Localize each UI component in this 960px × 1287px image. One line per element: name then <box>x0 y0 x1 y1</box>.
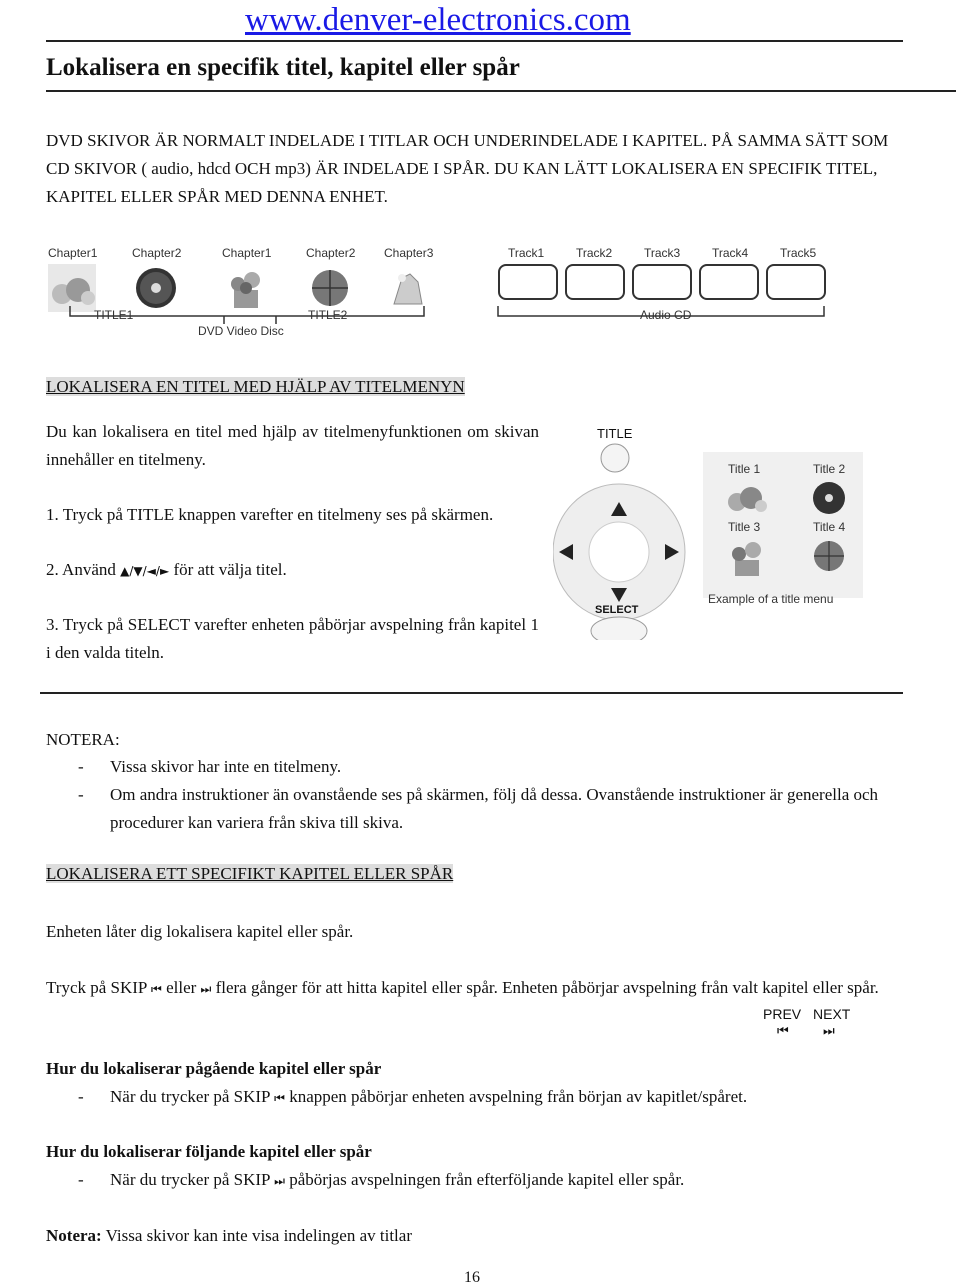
menu-item-label: Title 1 <box>728 462 761 476</box>
track-box <box>565 264 625 300</box>
next-label: NEXT <box>813 1006 851 1022</box>
title-button-label: TITLE <box>597 426 633 441</box>
bears-thumbnail <box>725 480 769 516</box>
step-2: 2. Använd ▲/▼/◄/► för att välja titel. <box>46 560 287 579</box>
track-label: Track3 <box>644 246 681 260</box>
track-label: Track2 <box>576 246 613 260</box>
skip-previous-icon: ⏮ <box>151 982 162 996</box>
sub2-bullet: - <box>78 1170 84 1189</box>
title-rule <box>46 90 956 92</box>
menu-item-label: Title 4 <box>813 520 846 534</box>
next-icon: ⏭ <box>823 1024 835 1039</box>
basketball-thumbnail <box>811 538 847 574</box>
note-bullet: - <box>78 785 84 804</box>
note-item: Vissa skivor har inte en titelmeny. <box>110 757 342 776</box>
website-link[interactable]: www.denver-electronics.com <box>245 2 631 38</box>
sub2-item: När du trycker på SKIP ⏭ påbörjas avspelningen från efterföljande kapitel eller spår. <box>110 1170 685 1189</box>
remote-title-menu-diagram <box>553 420 873 640</box>
title-menu-screen <box>703 452 863 598</box>
track-box <box>766 264 826 300</box>
prev-label: PREV <box>763 1006 802 1022</box>
notera-line: Notera: Vissa skivor kan inte visa indelingen av titlar <box>46 1226 412 1245</box>
sub2-heading: Hur du lokaliserar följande kapitel eller spår <box>46 1142 372 1161</box>
section1-paragraph: Du kan lokalisera en titel med hjälp av titelmenyfunktionen om skivan innehåller en titelmeny. <box>46 422 539 469</box>
cd-label: Audio CD <box>640 308 692 322</box>
sub1-heading: Hur du lokaliserar pågående kapitel eller spår <box>46 1059 382 1078</box>
track-box <box>498 264 558 300</box>
track-label: Track5 <box>780 246 817 260</box>
section2-heading: LOKALISERA ETT SPECIFIKT KAPITEL ELLER SPÅR <box>46 864 454 883</box>
page-title: Lokalisera en specifik titel, kapitel eller spår <box>46 54 520 81</box>
sub1-item: När du trycker på SKIP ⏮ knappen påbörjar enheten avspelning från början av kapitlet/spåret. <box>110 1087 748 1106</box>
arrow-keys-icon: ▲/▼/◄/► <box>120 564 170 578</box>
select-button-label: SELECT <box>595 604 639 616</box>
chapter-label: Chapter3 <box>384 246 434 260</box>
track-label: Track1 <box>508 246 545 260</box>
header-rule <box>46 40 903 42</box>
prev-icon: ⏮ <box>777 1024 789 1039</box>
section1-heading: LOKALISERA EN TITEL MED HJÄLP AV TITELMENYN <box>46 377 465 396</box>
track-label: Track4 <box>712 246 749 260</box>
step-3: 3. Tryck på SELECT varefter enheten påbörjar avspelning från kapitel 1 i den valda titeln. <box>46 615 539 662</box>
section2-para1: Enheten låter dig lokalisera kapitel eller spår. <box>46 922 354 941</box>
track-box <box>699 264 759 300</box>
skip-next-icon: ⏭ <box>274 1174 285 1188</box>
menu-item-label: Title 3 <box>728 520 761 534</box>
note-heading: NOTERA: <box>46 730 120 749</box>
dvd-label: DVD Video Disc <box>198 324 284 338</box>
menu-item-label: Title 2 <box>813 462 846 476</box>
track-box <box>632 264 692 300</box>
skip-previous-icon: ⏮ <box>274 1091 285 1105</box>
page-number: 16 <box>464 1269 480 1286</box>
chapter-label: Chapter1 <box>48 246 98 260</box>
section-divider <box>40 692 903 694</box>
title-menu-caption: Example of a title menu <box>708 592 834 606</box>
skip-next-icon: ⏭ <box>200 982 212 996</box>
intro-paragraph: DVD SKIVOR ÄR NORMALT INDELADE I TITLAR OCH UNDERINDELADE I KAPITEL. PÅ SAMMA SÄTT SOM CD SKIVOR ( audio, hdcd OCH mp3) ÄR INDELADE I SPÅR. DU KAN LÄTT LOKALISERA EN SPECIFIK TITEL, KAPITEL ELLER SPÅR MED DENNA ENHET. <box>46 131 889 206</box>
disc-thumbnail <box>811 480 847 516</box>
chapter-label: Chapter1 <box>222 246 272 260</box>
chapter-label: Chapter2 <box>306 246 356 260</box>
flowers-thumbnail <box>725 538 769 578</box>
step-1: 1. Tryck på TITLE knappen varefter en titelmeny ses på skärmen. <box>46 505 494 524</box>
title-label: TITLE1 <box>94 308 134 322</box>
title-label: TITLE2 <box>308 308 348 322</box>
chapter-label: Chapter2 <box>132 246 182 260</box>
sub1-bullet: - <box>78 1087 84 1106</box>
disc-structure-diagram <box>44 240 834 340</box>
note-item: Om andra instruktioner än ovanstående ses på skärmen, följ då dessa. Ovanstående instruktioner är generella och procedurer kan variera från skiva till skiva. <box>110 785 879 832</box>
section2-para2: Tryck på SKIP ⏮ eller ⏭ flera gånger för att hitta kapitel eller spår. Enheten påbörjar avspelning från valt kapitel eller spår. <box>46 978 879 997</box>
note-bullet: - <box>78 757 84 776</box>
